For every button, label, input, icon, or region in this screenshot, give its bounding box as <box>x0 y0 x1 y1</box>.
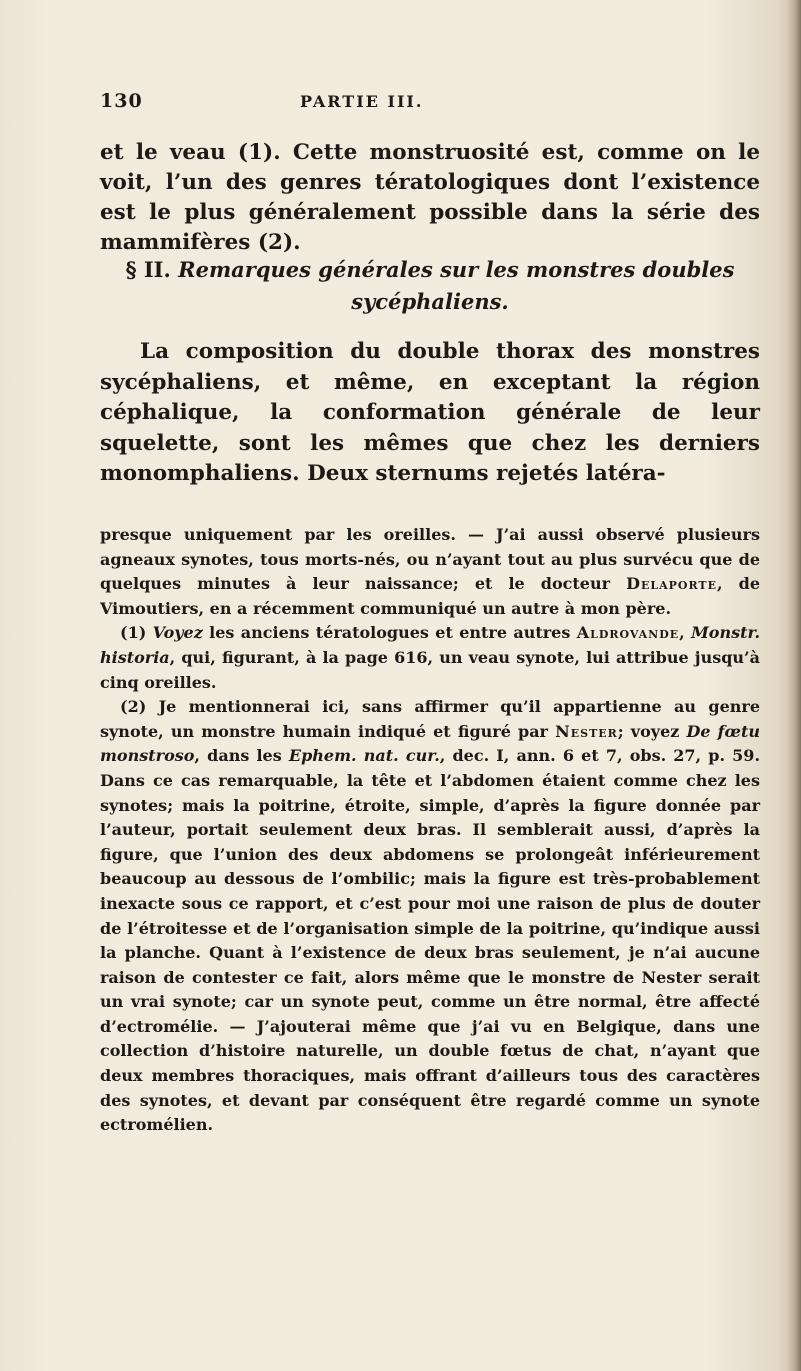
note-text: (2) Je mentionnerai ici, sans affirmer qu’il appartienne au genre synote, un monstre humain indiqué et figuré par <box>100 697 760 741</box>
section-title: Remarques générales sur les monstres doubles sycéphaliens. <box>178 257 735 314</box>
work-title: Ephem. nat. cur. <box>288 746 440 766</box>
footnote-1 <box>100 621 760 695</box>
page-number: 130 <box>100 90 143 112</box>
note-text: presque uniquement par les oreilles. — J’ai aussi observé plusieurs agneaux synotes, tous morts-nés, ou n’ayant tout au plus survécu que de quelques minutes à leur naissance; et le docteur <box>100 525 760 594</box>
note-text: , dec. I, ann. 6 et 7, obs. 27, p. 59. Dans ce cas remarquable, la tête et l’abdomen étaient comme chez les synotes; mais la poitrine, étroite, simple, d’après la figure donnée par l’auteur, portait seulement deux bras. Il semblerait aussi, d’après la figure, que l’union des deux abdomens se prolongeât inférieurement beaucoup au dessous de l’ombilic; mais la figure est très-probablement inexacte sous ce rapport, et c’est pour moi une raison de plus de douter de l’étroitesse et de l’organisation simple de la poitrine, qu’indique aussi la planche. Quant à l’existence de deux bras seulement, je n’ai aucune raison de contester ce fait, alors même que le monstre de Nester serait un vrai synote; car un synote peut, comme un être normal, être affecté d’ectromélie. — J’ajouterai même que j’ai vu en Belgique, dans une collection d’histoire naturelle, un double fœtus de chat, n’ayant que deux membres thoraciques, mais offrant d’ailleurs tous des caractères des synotes, et devant par conséquent être regardé comme un synote ectromélien. <box>100 746 761 1135</box>
footnotes <box>100 523 760 1138</box>
section-number: § II. <box>125 257 171 282</box>
work-title: De fœtu monstroso <box>100 721 760 766</box>
note-text: , dans les <box>194 746 289 766</box>
page-header <box>100 90 760 118</box>
note-text: les anciens tératologues et entre autres <box>202 623 577 643</box>
author-name: Aldrovande <box>576 623 680 643</box>
note-text: (1) <box>120 623 153 643</box>
author-name: Nester <box>555 721 618 741</box>
work-title: Monstr. historia <box>100 623 761 667</box>
paragraph-main: La composition du double thorax des monstres sycéphaliens, et même, en exceptant la région céphalique, la conformation générale de leur squelette, sont les mêmes que chez les derniers monomphaliens. Deux sternums rejetés latéra- <box>100 339 760 486</box>
note-text: , <box>679 623 692 643</box>
note-text: , de Vimoutiers, en a récemment communiqué un autre à mon père. <box>100 574 760 618</box>
footnote-continuation <box>100 523 760 621</box>
note-text: ; voyez <box>617 721 687 741</box>
footnote-2 <box>100 695 760 1138</box>
page-edge-shadow <box>787 0 801 1371</box>
paragraph-continuation: et le veau (1). Cette monstruosité est, comme on le voit, l’un des genres tératologiques dont l’existence est le plus généralement possible dans la série des mammifères (2). <box>100 140 760 255</box>
note-text-italic: Voyez <box>152 623 203 643</box>
note-text: , qui, figurant, à la page 616, un veau synote, lui attribue jusqu’à cinq oreilles. <box>100 647 760 692</box>
author-name: Delaporte <box>626 574 717 594</box>
running-head: PARTIE III. <box>300 92 424 111</box>
section-heading <box>100 254 760 318</box>
